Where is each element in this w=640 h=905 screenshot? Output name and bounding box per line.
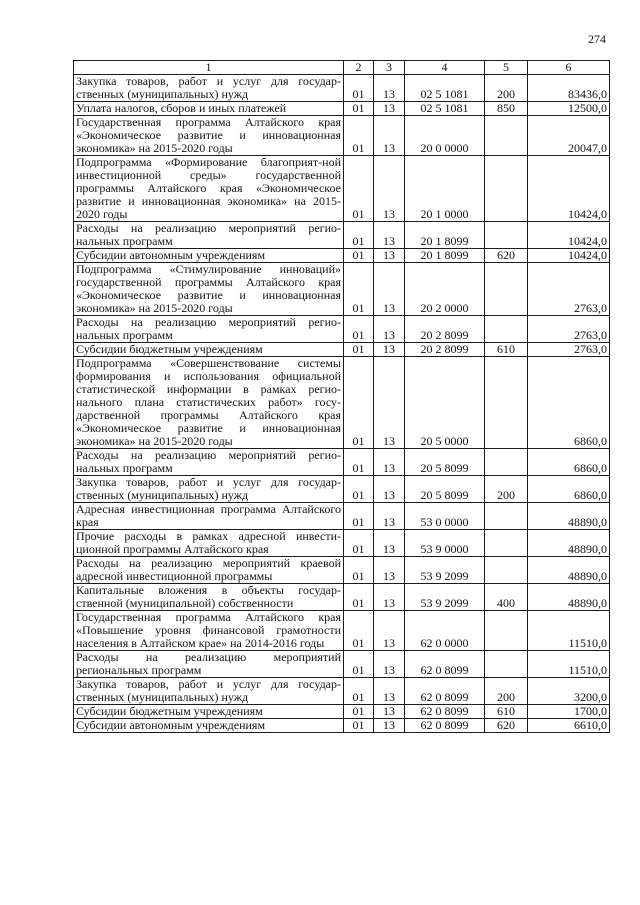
cell-expense-type: 610 xyxy=(485,343,528,357)
cell-amount: 48890,0 xyxy=(528,584,610,611)
cell-subsection: 13 xyxy=(374,222,405,249)
table-row xyxy=(74,343,610,357)
cell-section: 01 xyxy=(344,102,374,116)
cell-amount: 12500,0 xyxy=(528,102,610,116)
cell-subsection: 13 xyxy=(374,249,405,263)
cell-section: 01 xyxy=(344,263,374,316)
cell-expense-type xyxy=(485,530,528,557)
table-body xyxy=(74,75,610,733)
table-row xyxy=(74,584,610,611)
cell-target-code: 20 2 8099 xyxy=(405,343,485,357)
cell-description: Расходы на реализацию мероприятий регио-нальных программ xyxy=(74,449,344,476)
cell-expense-type: 850 xyxy=(485,102,528,116)
cell-target-code: 53 9 0000 xyxy=(405,530,485,557)
page-number: 274 xyxy=(588,32,606,46)
cell-expense-type xyxy=(485,156,528,222)
table-row xyxy=(74,222,610,249)
cell-description: Государственная программа Алтайского края «Повышение уровня финансовой грамотности населения в Алтайском крае» на 2014-2016 годы xyxy=(74,611,344,651)
cell-amount: 11510,0 xyxy=(528,611,610,651)
table-row xyxy=(74,263,610,316)
table-row xyxy=(74,449,610,476)
cell-subsection: 13 xyxy=(374,357,405,449)
cell-amount: 2763,0 xyxy=(528,343,610,357)
cell-subsection: 13 xyxy=(374,263,405,316)
table-row xyxy=(74,530,610,557)
cell-expense-type: 200 xyxy=(485,678,528,705)
cell-subsection: 13 xyxy=(374,557,405,584)
cell-section: 01 xyxy=(344,249,374,263)
table-row xyxy=(74,476,610,503)
cell-description: Расходы на реализацию мероприятий регио-нальных программ xyxy=(74,222,344,249)
table-row xyxy=(74,156,610,222)
cell-section: 01 xyxy=(344,449,374,476)
cell-target-code: 20 2 0000 xyxy=(405,263,485,316)
cell-section: 01 xyxy=(344,156,374,222)
table-row xyxy=(74,102,610,116)
table-row xyxy=(74,316,610,343)
cell-description: Закупка товаров, работ и услуг для государ-ственных (муниципальных) нужд xyxy=(74,75,344,102)
cell-amount: 2763,0 xyxy=(528,263,610,316)
table-row xyxy=(74,357,610,449)
cell-target-code: 62 0 0000 xyxy=(405,611,485,651)
table-row xyxy=(74,116,610,156)
cell-section: 01 xyxy=(344,611,374,651)
cell-expense-type xyxy=(485,357,528,449)
header-row xyxy=(74,61,610,75)
cell-amount: 48890,0 xyxy=(528,557,610,584)
cell-section: 01 xyxy=(344,651,374,678)
cell-target-code: 53 9 2099 xyxy=(405,584,485,611)
cell-expense-type xyxy=(485,503,528,530)
cell-section: 01 xyxy=(344,719,374,733)
cell-subsection: 13 xyxy=(374,530,405,557)
cell-expense-type: 200 xyxy=(485,476,528,503)
cell-amount: 48890,0 xyxy=(528,503,610,530)
cell-amount: 6610,0 xyxy=(528,719,610,733)
column-header-1: 1 xyxy=(74,61,344,75)
cell-section: 01 xyxy=(344,530,374,557)
cell-description: Адресная инвестиционная программа Алтайского края xyxy=(74,503,344,530)
table-row xyxy=(74,75,610,102)
cell-subsection: 13 xyxy=(374,75,405,102)
cell-target-code: 20 0 0000 xyxy=(405,116,485,156)
cell-target-code: 20 5 0000 xyxy=(405,357,485,449)
cell-section: 01 xyxy=(344,678,374,705)
cell-amount: 11510,0 xyxy=(528,651,610,678)
cell-description: Подпрограмма «Совершенствование системы формирования и использования официальной статистической информации в рамках регио-нального плана статистических работ» госу-дарственной программы Алтайского края «Экономическое развитие и инновационная экономика» на 2015-2020 годы xyxy=(74,357,344,449)
cell-description: Закупка товаров, работ и услуг для государ-ственных (муниципальных) нужд xyxy=(74,678,344,705)
cell-amount: 20047,0 xyxy=(528,116,610,156)
cell-expense-type: 620 xyxy=(485,249,528,263)
cell-expense-type xyxy=(485,611,528,651)
cell-target-code: 20 5 8099 xyxy=(405,476,485,503)
cell-amount: 3200,0 xyxy=(528,678,610,705)
cell-target-code: 02 5 1081 xyxy=(405,102,485,116)
cell-target-code: 20 1 8099 xyxy=(405,222,485,249)
cell-subsection: 13 xyxy=(374,316,405,343)
cell-description: Расходы на реализацию мероприятий краевой адресной инвестиционной программы xyxy=(74,557,344,584)
cell-subsection: 13 xyxy=(374,116,405,156)
cell-section: 01 xyxy=(344,222,374,249)
table-row xyxy=(74,651,610,678)
cell-target-code: 20 2 8099 xyxy=(405,316,485,343)
cell-target-code: 62 0 8099 xyxy=(405,651,485,678)
cell-section: 01 xyxy=(344,584,374,611)
table-row xyxy=(74,719,610,733)
cell-target-code: 53 9 2099 xyxy=(405,557,485,584)
table-row xyxy=(74,705,610,719)
cell-expense-type: 610 xyxy=(485,705,528,719)
cell-subsection: 13 xyxy=(374,705,405,719)
cell-description: Капитальные вложения в объекты государ-ственной (муниципальной) собственности xyxy=(74,584,344,611)
cell-subsection: 13 xyxy=(374,343,405,357)
cell-expense-type xyxy=(485,316,528,343)
cell-description: Расходы на реализацию мероприятий регио-нальных программ xyxy=(74,316,344,343)
cell-target-code: 62 0 8099 xyxy=(405,705,485,719)
column-header-6: 6 xyxy=(528,61,610,75)
cell-subsection: 13 xyxy=(374,503,405,530)
cell-expense-type xyxy=(485,116,528,156)
cell-section: 01 xyxy=(344,705,374,719)
cell-subsection: 13 xyxy=(374,651,405,678)
cell-description: Закупка товаров, работ и услуг для государ-ственных (муниципальных) нужд xyxy=(74,476,344,503)
cell-subsection: 13 xyxy=(374,449,405,476)
cell-description: Субсидии бюджетным учреждениям xyxy=(74,343,344,357)
cell-description: Государственная программа Алтайского края «Экономическое развитие и инновационная экономика» на 2015-2020 годы xyxy=(74,116,344,156)
cell-description: Субсидии бюджетным учреждениям xyxy=(74,705,344,719)
cell-expense-type xyxy=(485,222,528,249)
cell-amount: 48890,0 xyxy=(528,530,610,557)
cell-target-code: 20 1 8099 xyxy=(405,249,485,263)
cell-subsection: 13 xyxy=(374,102,405,116)
cell-subsection: 13 xyxy=(374,678,405,705)
cell-section: 01 xyxy=(344,343,374,357)
cell-description: Подпрограмма «Стимулирование инноваций» государственной программы Алтайского края «Экономическое развитие и инновационная экономика» на 2015-2020 годы xyxy=(74,263,344,316)
cell-section: 01 xyxy=(344,557,374,584)
cell-amount: 1700,0 xyxy=(528,705,610,719)
cell-target-code: 62 0 8099 xyxy=(405,719,485,733)
cell-target-code: 62 0 8099 xyxy=(405,678,485,705)
cell-target-code: 02 5 1081 xyxy=(405,75,485,102)
column-header-2: 2 xyxy=(344,61,374,75)
cell-description: Расходы на реализацию мероприятий региональных программ xyxy=(74,651,344,678)
cell-expense-type xyxy=(485,449,528,476)
cell-expense-type: 200 xyxy=(485,75,528,102)
cell-description: Уплата налогов, сборов и иных платежей xyxy=(74,102,344,116)
cell-expense-type xyxy=(485,651,528,678)
cell-amount: 6860,0 xyxy=(528,449,610,476)
cell-amount: 10424,0 xyxy=(528,222,610,249)
cell-amount: 2763,0 xyxy=(528,316,610,343)
table-row xyxy=(74,678,610,705)
cell-amount: 10424,0 xyxy=(528,249,610,263)
column-header-3: 3 xyxy=(374,61,405,75)
cell-amount: 6860,0 xyxy=(528,476,610,503)
cell-section: 01 xyxy=(344,503,374,530)
cell-subsection: 13 xyxy=(374,156,405,222)
table-row xyxy=(74,503,610,530)
column-header-4: 4 xyxy=(405,61,485,75)
table-row xyxy=(74,249,610,263)
cell-expense-type xyxy=(485,557,528,584)
cell-section: 01 xyxy=(344,316,374,343)
column-header-5: 5 xyxy=(485,61,528,75)
cell-section: 01 xyxy=(344,476,374,503)
cell-expense-type: 400 xyxy=(485,584,528,611)
cell-amount: 6860,0 xyxy=(528,357,610,449)
cell-target-code: 20 1 0000 xyxy=(405,156,485,222)
cell-section: 01 xyxy=(344,116,374,156)
cell-expense-type: 620 xyxy=(485,719,528,733)
cell-section: 01 xyxy=(344,75,374,102)
table-row xyxy=(74,557,610,584)
budget-table xyxy=(73,60,610,733)
cell-target-code: 20 5 8099 xyxy=(405,449,485,476)
table-row xyxy=(74,611,610,651)
cell-amount: 83436,0 xyxy=(528,75,610,102)
cell-description: Субсидии автономным учреждениям xyxy=(74,719,344,733)
cell-target-code: 53 0 0000 xyxy=(405,503,485,530)
cell-subsection: 13 xyxy=(374,611,405,651)
cell-description: Субсидии автономным учреждениям xyxy=(74,249,344,263)
cell-section: 01 xyxy=(344,357,374,449)
cell-subsection: 13 xyxy=(374,584,405,611)
cell-description: Подпрограмма «Формирование благоприят-ной инвестиционной среды» государственной программы Алтайского края «Экономическое развитие и инновационная экономика» на 2015-2020 годы xyxy=(74,156,344,222)
cell-expense-type xyxy=(485,263,528,316)
cell-subsection: 13 xyxy=(374,476,405,503)
cell-subsection: 13 xyxy=(374,719,405,733)
cell-description: Прочие расходы в рамках адресной инвести-ционной программы Алтайского края xyxy=(74,530,344,557)
cell-amount: 10424,0 xyxy=(528,156,610,222)
